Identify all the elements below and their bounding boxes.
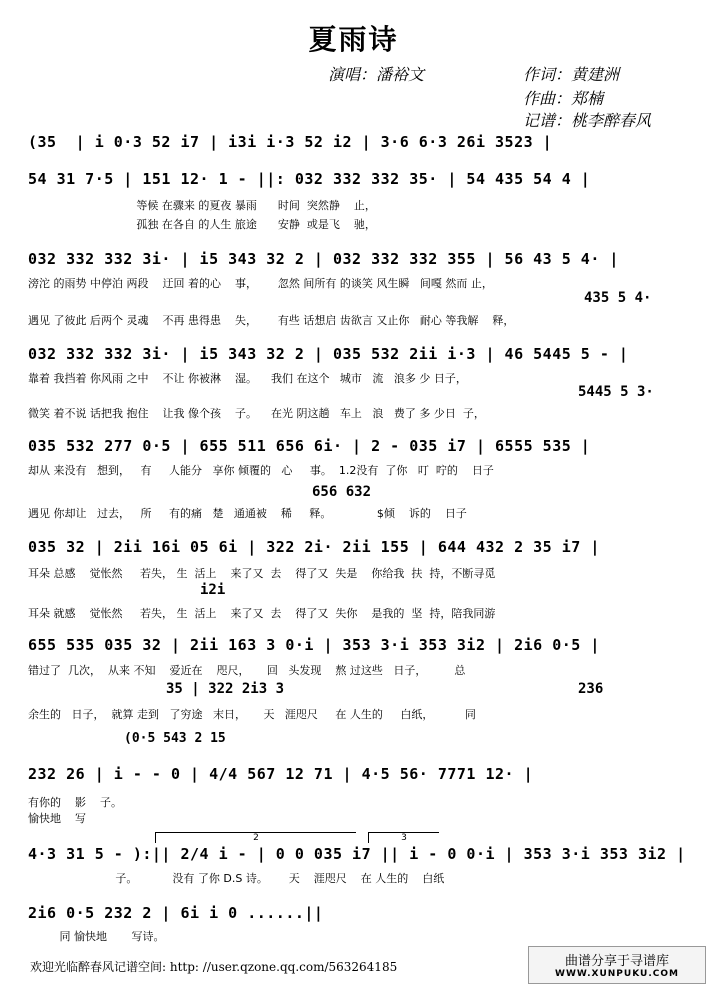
notation-row-10: 2i6 0·5 232 2 | 6i i 0 ......|| bbox=[28, 904, 324, 922]
lyric-row-4-verse-1: 靠着 我挡着 你风雨 之中 不让 你被淋 湿。 我们 在这个 城市 流 浪多 少 日子， bbox=[28, 372, 467, 385]
footer-site-link[interactable]: 欢迎光临醉春风记谱空间: http: //user.qzone.qq.com/563264185 bbox=[30, 960, 398, 974]
alt-notes-row-4: 5445 5 3· bbox=[578, 384, 654, 400]
notation-row-4: 032 332 332 3i· | i5 343 32 2 | 035 532 2ii i·3 | 46 5445 5 - | bbox=[28, 345, 629, 363]
singer-credit: 演唱：潘裕文 bbox=[328, 65, 425, 84]
transcriber-credit: 记谱：桃李醉春风 bbox=[523, 111, 652, 130]
volta-3-bracket: 3 bbox=[368, 832, 439, 843]
watermark-url: WWW.XUNPUKU.COM bbox=[555, 969, 679, 979]
lyric-row-6-verse-1: 耳朵 总感 觉怅然 若失， 生 活上 来了又 去 得了又 失是 你给我 扶 持，不断寻觅 bbox=[28, 567, 496, 580]
notation-row-1: (35 | i 0·3 52 i7 | i3i i·3 52 i2 | 3·6 6·3 26i 3523 | bbox=[28, 133, 553, 151]
watermark-text: 曲谱分享于寻谱库 bbox=[564, 954, 669, 969]
notation-row-7: 655 535 035 32 | 2ii 163 3 0·i | 353 3·i 353 3i2 | 2i6 0·5 | bbox=[28, 636, 600, 654]
lyric-row-9: 子。 没有 了你 D.S 诗。 天 涯咫尺 在 人生的 白纸 bbox=[28, 872, 445, 885]
lyric-row-3-verse-2: 遇见 了彼此 后两个 灵魂 不再 患得患 失， 有些 话想启 齿欲言 又止你 耐心 等我解 释， bbox=[28, 314, 515, 327]
footer-watermark bbox=[528, 946, 706, 984]
alt-notes-row-7b: 236 bbox=[578, 681, 604, 697]
alt-notes-row-6: i2i bbox=[200, 582, 226, 598]
lyric-row-8-verse-2: 愉快地 写 bbox=[28, 812, 86, 825]
lyric-row-5-verse-2: 遇见 你却让 过去， 所 有的痛 楚 通通被 稀 释。 $倾 诉的 日子 bbox=[28, 507, 467, 520]
interlude-notes: (0·5 543 2 15 bbox=[124, 731, 226, 746]
notation-row-3: 032 332 332 3i· | i5 343 32 2 | 032 332 332 355 | 56 43 5 4· | bbox=[28, 250, 619, 268]
lyric-row-7-verse-1: 错过了 几次， 从来 不知 爱近在 咫尺， 回 头发现 熬 过这些 日子， 总 bbox=[28, 664, 466, 677]
composer-credit: 作曲：郑楠 bbox=[523, 89, 604, 108]
notation-row-2: 54 31 7·5 | 151 12· 1 - ||: 032 332 332 35· | 54 435 54 4 | bbox=[28, 170, 591, 188]
lyric-row-6-verse-2: 耳朵 就感 觉怅然 若失， 生 活上 来了又 去 得了又 失你 是我的 坚 持，陪我同游 bbox=[28, 607, 496, 620]
notation-row-8: 232 26 | i - - 0 | 4/4 567 12 71 | 4·5 56· 7771 12· | bbox=[28, 765, 534, 783]
alt-notes-row-7: 35 | 322 2i3 3 bbox=[166, 681, 285, 697]
lyric-row-2-verse-2: 孤独 在各自 的人生 旅途 安静 或是飞 驰， bbox=[28, 218, 376, 231]
lyric-row-8-verse-1: 有你的 影 子。 bbox=[28, 796, 122, 809]
lyric-row-10: 同 愉快地 写诗。 bbox=[28, 930, 165, 943]
lyric-row-2-verse-1: 等候 在骤来 的夏夜 暴雨 时间 突然静 止， bbox=[28, 199, 376, 212]
notation-row-5: 035 532 277 0·5 | 655 511 656 6i· | 2 - 035 i7 | 6555 535 | bbox=[28, 437, 591, 455]
lyric-row-4-verse-2: 微笑 着不说 话把我 抱住 让我 像个孩 子。 在光 阴这趟 车上 浪 费了 多 少日 子， bbox=[28, 407, 485, 420]
lyric-row-5-verse-1: 却从 来没有 想到， 有 人能分 享你 倾覆的 心 事。 1.2没有 了你 叮 咛的 日子 bbox=[28, 464, 494, 477]
notation-row-9: 4·3 31 5 - ):|| 2/4 i - | 0 0 035 i7 || i - 0 0·i | 353 3·i 353 3i2 | bbox=[28, 845, 686, 863]
lyric-row-3-verse-1: 滂沱 的雨势 中停泊 两段 迂回 着的心 事， 忽然 间所有 的谈笑 风生瞬 间嘎 然而 止， bbox=[28, 277, 493, 290]
lyricist-credit: 作词：黄建洲 bbox=[523, 65, 620, 84]
alt-notes-row-3: 435 5 4· bbox=[584, 290, 652, 306]
alt-notes-row-5: 656 632 bbox=[312, 484, 372, 500]
notation-row-6: 035 32 | 2ii 16i 05 6i | 322 2i· 2ii 155 | 644 432 2 35 i7 | bbox=[28, 538, 600, 556]
song-title: 夏雨诗 bbox=[308, 23, 399, 56]
lyric-row-7-verse-2: 余生的 日子， 就算 走到 了穷途 末日， 天 涯咫尺 在 人生的 白纸， 同 bbox=[28, 708, 476, 721]
volta-2-bracket: 2 bbox=[155, 832, 356, 843]
